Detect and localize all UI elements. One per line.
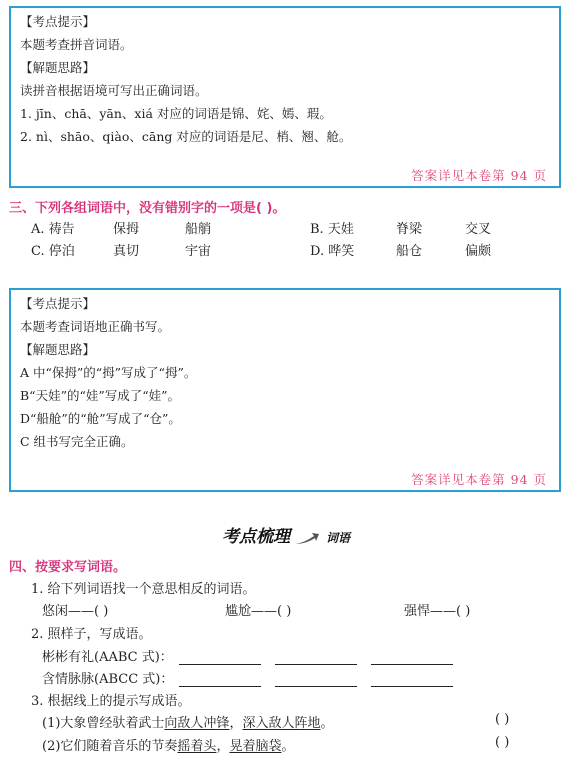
box2-line: C 组书写完全正确。 — [20, 434, 134, 449]
hint-sentence-2 — [42, 735, 294, 754]
sentence-text: (2)它们随着音乐的节奏 — [42, 739, 178, 754]
underlined-hint: 摇着头 — [177, 739, 217, 754]
q3-option: 脊梁 — [396, 222, 423, 237]
sentence-text: 。 — [320, 716, 334, 731]
q3-option: A. 祷告 — [31, 222, 75, 237]
box2-footer: 答案详见本卷第 94 页 — [411, 472, 547, 487]
underlined-hint: 向敌人冲锋 — [164, 716, 230, 731]
box1-line: 1. jīn、chā、yān、xiá 对应的词语是锦、姹、嫣、瑕。 — [20, 106, 332, 121]
section-title: 考点梳理 — [222, 527, 290, 547]
box2-line: 【解题思路】 — [20, 342, 96, 357]
q3-option: 宇宙 — [185, 244, 212, 259]
box2-line: 本题考查词语地正确书写。 — [20, 319, 171, 334]
q3-option: 保拇 — [113, 222, 140, 237]
q3-option: C. 停泊 — [31, 244, 75, 259]
answer-blank[interactable] — [179, 652, 261, 665]
q3-option: 船仓 — [396, 244, 423, 259]
q3-option: 交叉 — [465, 222, 492, 237]
underlined-hint: 晃着脑袋 — [229, 739, 282, 754]
answer-blank[interactable] — [371, 652, 453, 665]
box1-line: 2. nì、shāo、qiào、cāng 对应的词语是尼、梢、翘、舱。 — [20, 129, 352, 144]
section-subtitle: 词语 — [325, 531, 350, 545]
q4-sub-3: 3. 根据线上的提示写成语。 — [31, 694, 191, 709]
idiom-pattern-label: 彬彬有礼(AABC 式)： — [42, 650, 173, 665]
sentence-text: ， — [216, 739, 230, 754]
idiom-pattern-row — [42, 668, 453, 687]
idiom-pattern-row — [42, 646, 453, 665]
answer-paren[interactable]: ( ) — [495, 735, 510, 750]
answer-blank[interactable] — [275, 674, 357, 687]
question-4-title: 四、按要求写词语。 — [9, 560, 127, 575]
box2-line: 【考点提示】 — [20, 296, 96, 311]
box1-footer: 答案详见本卷第 94 页 — [411, 168, 547, 183]
box2-line: B“天娃”的“娃”写成了“娃”。 — [20, 388, 181, 403]
antonym-item: 强悍——( ) — [404, 604, 471, 619]
sentence-text: 。 — [281, 739, 295, 754]
antonym-item: 悠闲——( ) — [42, 604, 109, 619]
answer-blank[interactable] — [371, 674, 453, 687]
section-header — [222, 522, 350, 547]
question-3-title: 三、下列各组词语中，没有错别字的一项是( )。 — [9, 201, 286, 216]
box1-line: 【解题思路】 — [20, 60, 96, 75]
answer-blank[interactable] — [179, 674, 261, 687]
box2-line: D“船舱”的“舱”写成了“仓”。 — [20, 411, 181, 426]
q3-option: 真切 — [113, 244, 140, 259]
answer-box-2 — [9, 288, 561, 492]
box1-line: 【考点提示】 — [20, 14, 96, 29]
q3-option: 偏颇 — [465, 244, 492, 259]
box1-line: 读拼音根据语境可写出正确词语。 — [20, 83, 208, 98]
box1-line: 本题考查拼音词语。 — [20, 37, 133, 52]
idiom-pattern-label: 含情脉脉(ABCC 式)： — [42, 672, 174, 687]
q3-option: B. 天娃 — [310, 222, 354, 237]
underlined-hint: 深入敌人阵地 — [242, 716, 321, 731]
answer-blank[interactable] — [275, 652, 357, 665]
antonym-item: 尴尬——( ) — [225, 604, 292, 619]
sentence-text: (1)大象曾经驮着武士 — [42, 716, 165, 731]
answer-box-1 — [9, 6, 561, 188]
answer-paren[interactable]: ( ) — [495, 712, 510, 727]
sentence-text: ， — [229, 716, 243, 731]
swoosh-arrow-icon — [294, 531, 320, 547]
q4-sub-1: 1. 给下列词语找一个意思相反的词语。 — [31, 582, 256, 597]
hint-sentence-1 — [42, 712, 333, 731]
box2-line: A 中“保拇”的“拇”写成了“拇”。 — [20, 365, 197, 380]
q3-option: 船艄 — [185, 222, 212, 237]
q3-option: D. 哗笑 — [310, 244, 355, 259]
q4-sub-2: 2. 照样子，写成语。 — [31, 627, 152, 642]
